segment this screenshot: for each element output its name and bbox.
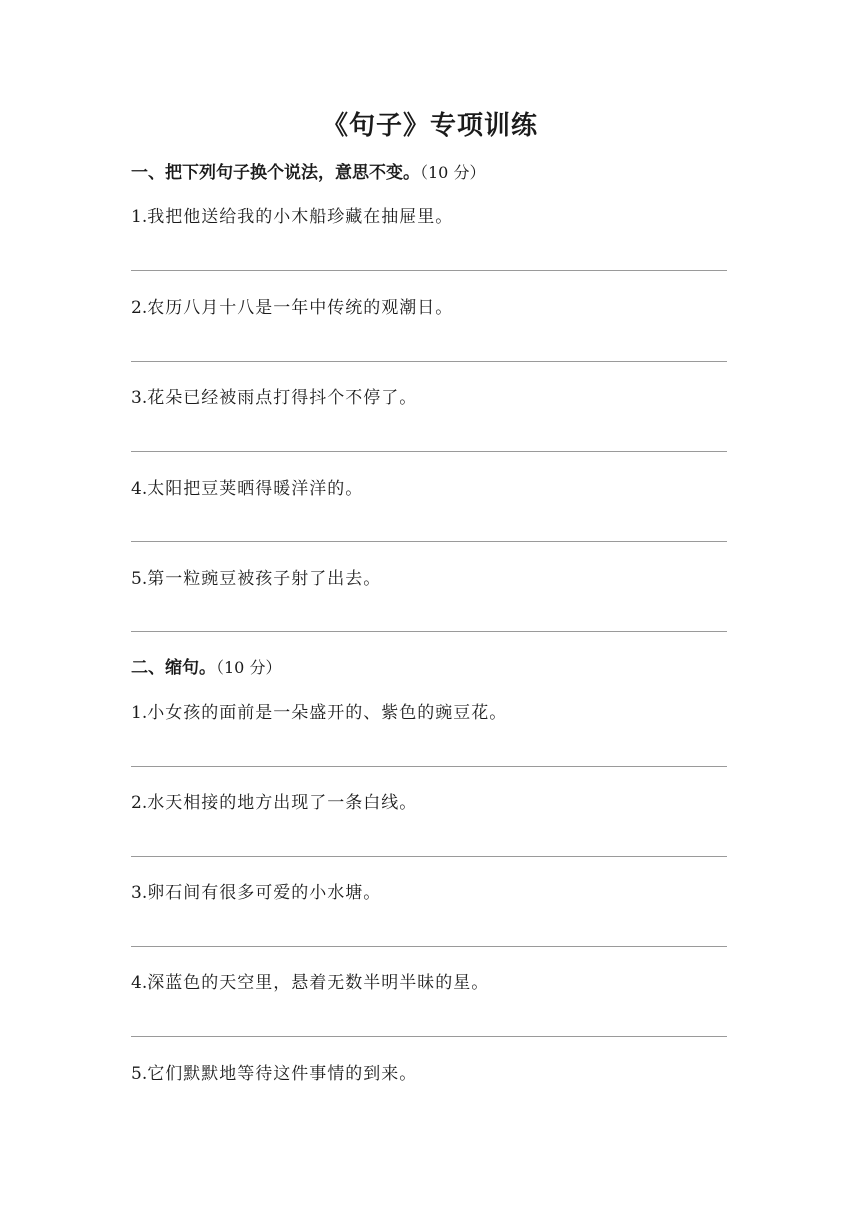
- question-2-4: [131, 970, 489, 996]
- section-heading-1: [131, 160, 485, 186]
- question-2-2: [131, 790, 417, 816]
- section-1-heading-text: 一、把下列句子换个说法，意思不变。: [131, 163, 420, 183]
- question-text: 卵石间有很多可爱的小水塘。: [147, 883, 382, 903]
- question-text: 小女孩的面前是一朵盛开的、紫色的豌豆花。: [147, 703, 508, 723]
- question-text: 它们默默地等待这件事情的到来。: [147, 1064, 418, 1084]
- page-title: 《句子》专项训练: [321, 111, 538, 141]
- question-number: 3.: [131, 388, 148, 408]
- section-1-score: （10 分）: [420, 163, 486, 182]
- question-text: 我把他送给我的小木船珍藏在抽屉里。: [147, 207, 454, 227]
- question-text: 太阳把豆荚晒得暖洋洋的。: [147, 479, 364, 499]
- section-2-heading-text: 二、缩句。: [131, 658, 216, 678]
- question-1-5: [131, 566, 381, 592]
- answer-line-2-1[interactable]: [131, 766, 727, 767]
- question-text: 水天相接的地方出现了一条白线。: [147, 793, 418, 813]
- answer-line-1-3[interactable]: [131, 451, 727, 452]
- question-2-3: [131, 880, 381, 906]
- answer-line-2-3[interactable]: [131, 946, 727, 947]
- answer-line-2-2[interactable]: [131, 856, 727, 857]
- question-number: 2.: [131, 793, 148, 813]
- question-1-1: [131, 204, 453, 230]
- question-2-1: [131, 700, 507, 726]
- question-number: 4.: [131, 479, 148, 499]
- question-text: 深蓝色的天空里，悬着无数半明半昧的星。: [147, 973, 490, 993]
- question-number: 5.: [131, 1064, 148, 1084]
- answer-line-1-2[interactable]: [131, 361, 727, 362]
- question-number: 1.: [131, 703, 148, 723]
- question-number: 5.: [131, 569, 148, 589]
- question-number: 2.: [131, 298, 148, 318]
- question-number: 3.: [131, 883, 148, 903]
- question-number: 1.: [131, 207, 148, 227]
- question-1-4: [131, 476, 363, 502]
- section-heading-2: [131, 655, 281, 681]
- answer-line-1-5[interactable]: [131, 631, 727, 632]
- question-1-2: [131, 295, 453, 321]
- question-text: 花朵已经被雨点打得抖个不停了。: [147, 388, 418, 408]
- section-2-score: （10 分）: [216, 658, 282, 677]
- answer-line-2-4[interactable]: [131, 1036, 727, 1037]
- answer-line-1-1[interactable]: [131, 270, 727, 271]
- question-2-5: [131, 1061, 417, 1087]
- answer-line-1-4[interactable]: [131, 541, 727, 542]
- question-1-3: [131, 385, 417, 411]
- question-number: 4.: [131, 973, 148, 993]
- question-text: 第一粒豌豆被孩子射了出去。: [147, 569, 382, 589]
- question-text: 农历八月十八是一年中传统的观潮日。: [147, 298, 454, 318]
